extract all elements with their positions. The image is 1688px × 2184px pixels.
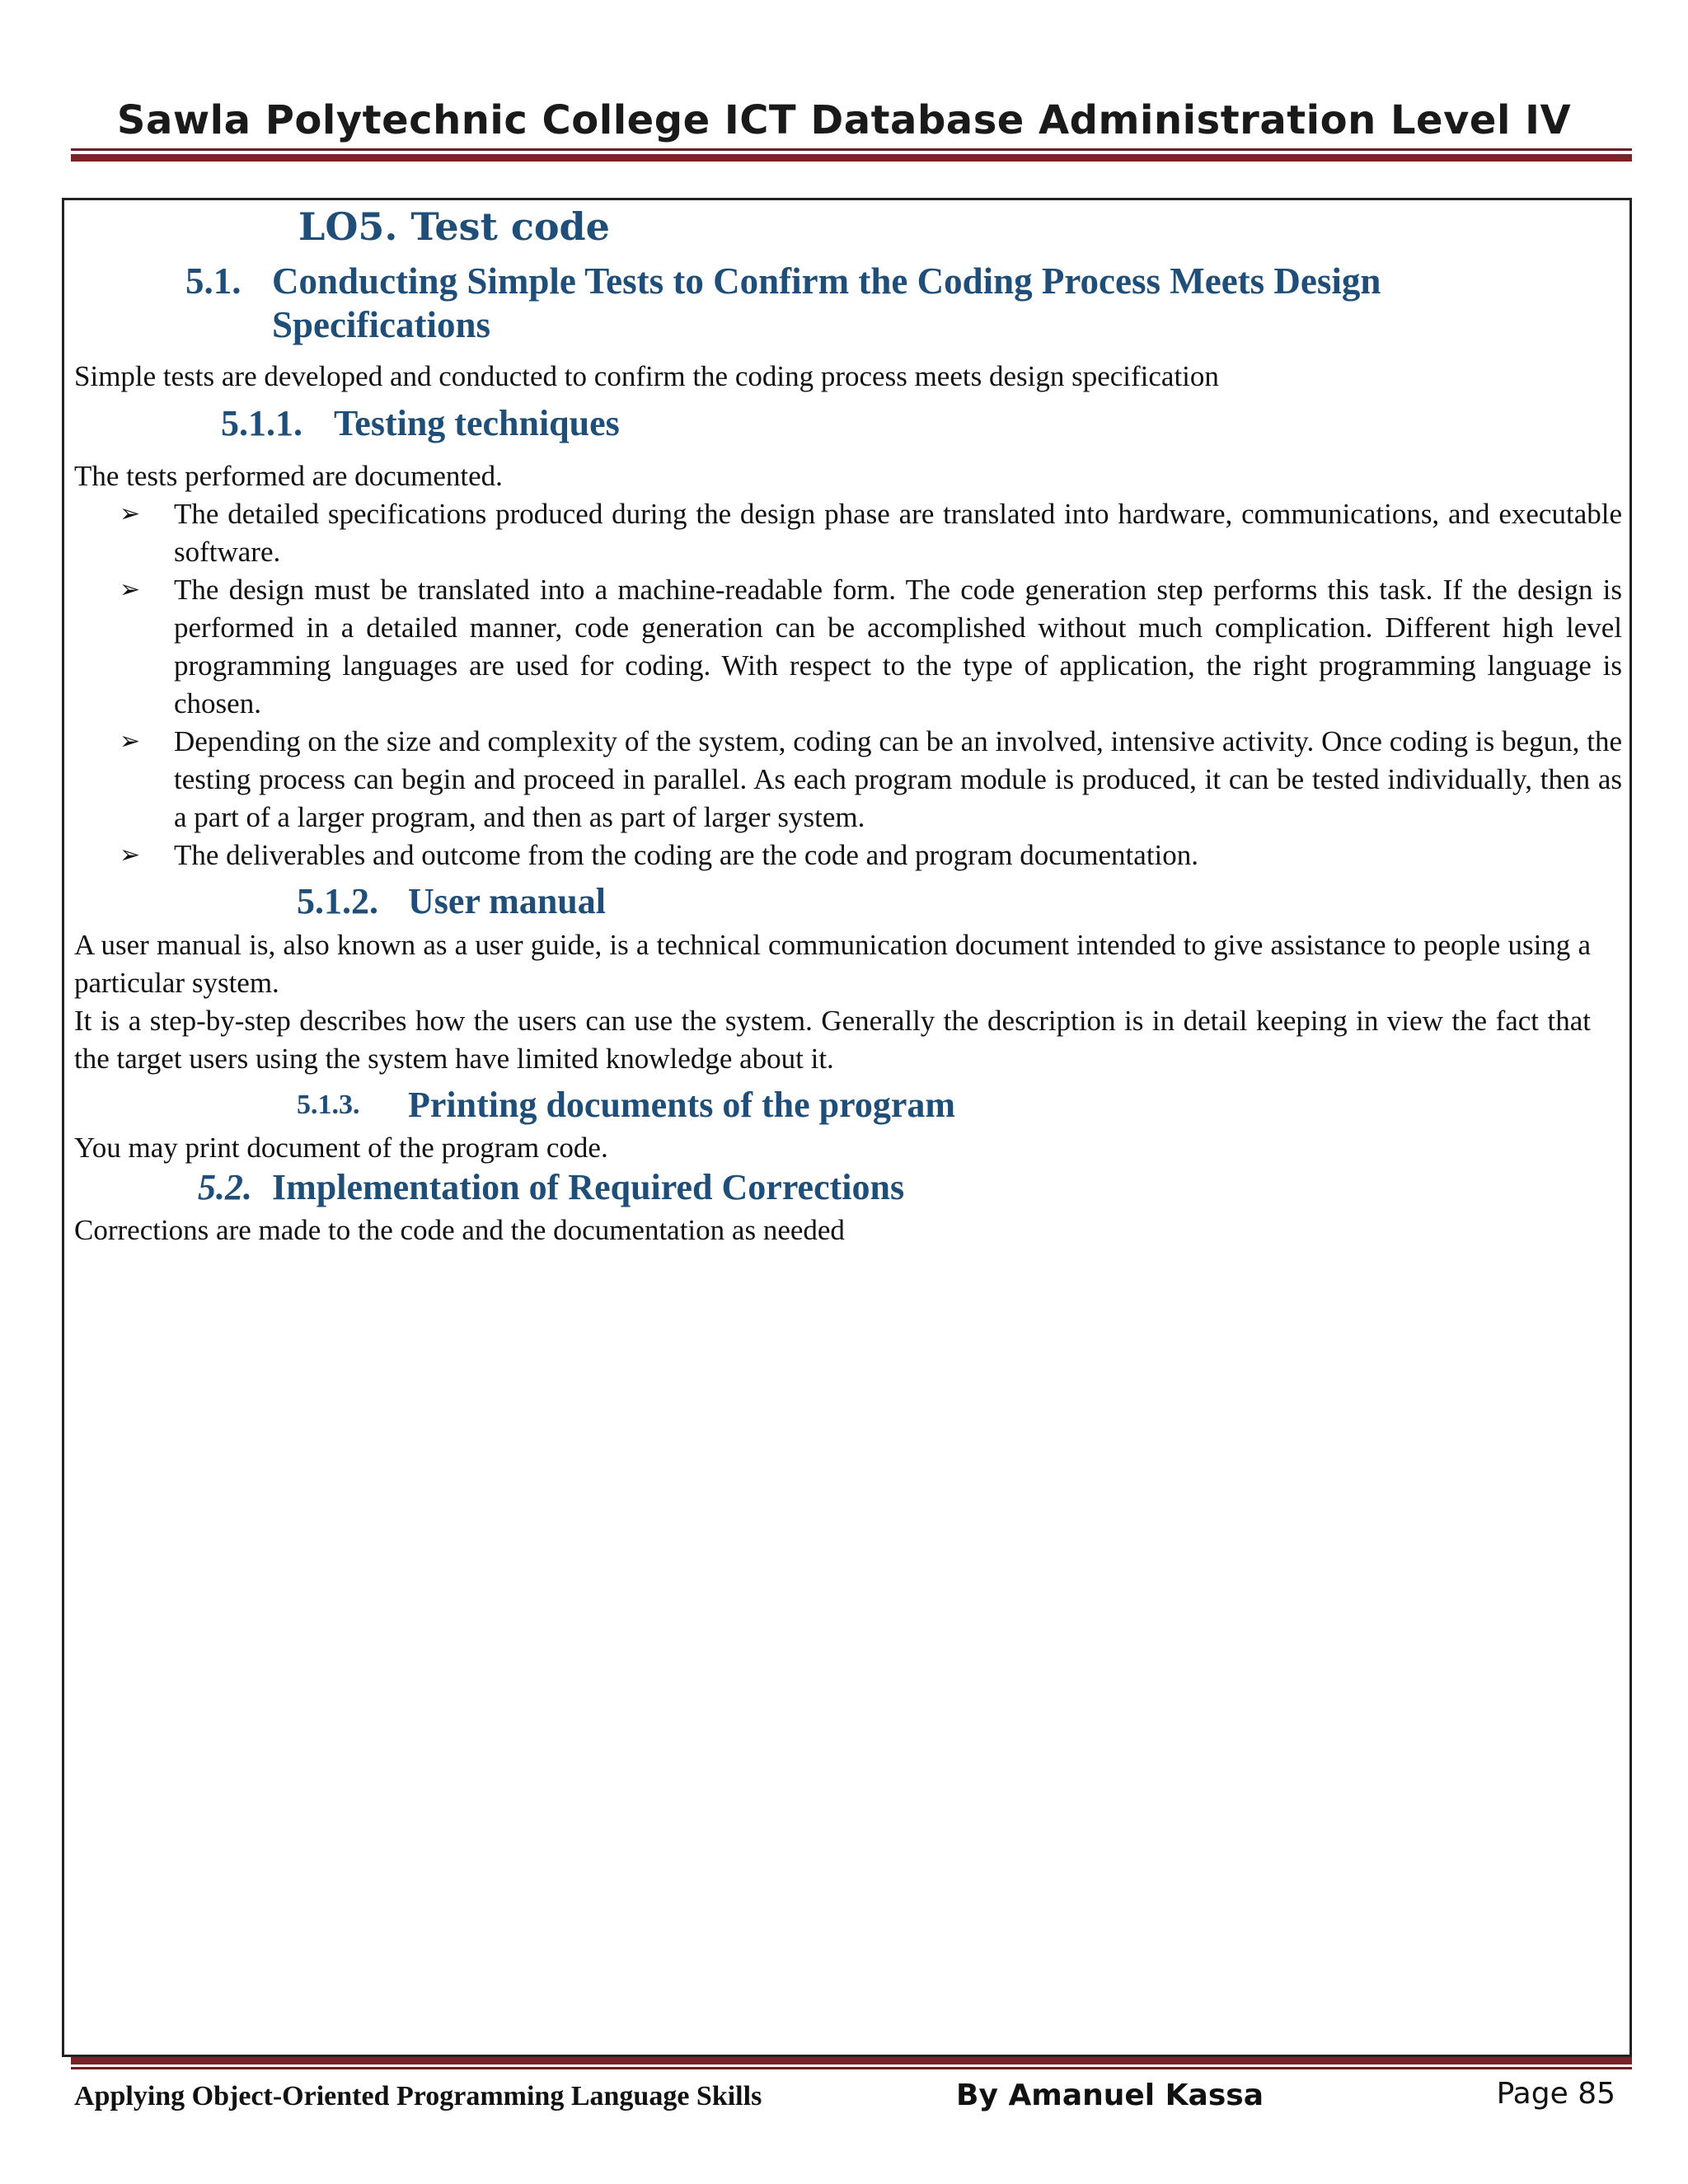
section-5-1-3-para: You may print document of the program code. <box>74 1132 608 1164</box>
section-5-1-title-line2: Specifications <box>272 304 490 345</box>
footer-rule-thick <box>71 2057 1632 2064</box>
bullet-item <box>120 723 1622 837</box>
section-5-2-title: Implementation of Required Corrections <box>272 1167 905 1207</box>
section-5-1-2-para1: A user manual is, also known as a user guide, is a technical communication document intended to give assistance to people using a particular system. <box>74 929 1591 999</box>
section-5-1-1-lead: The tests performed are documented. <box>74 460 503 492</box>
section-5-2-para: Corrections are made to the code and the documentation as needed <box>74 1214 845 1246</box>
footer-rule-thin <box>71 2067 1632 2069</box>
header-rule-thick <box>71 154 1632 162</box>
bullet-text: Depending on the size and complexity of the system, coding can be an involved, intensive activity. Once coding is begun, the testing process can begin and proceed in parallel. As each program module is produced, it can be tested individually, then as a part of a larger program, and then as part of larger system. <box>174 725 1622 833</box>
bullet-text: The detailed specifications produced during the design phase are translated into hardware, communications, and executable software. <box>174 498 1622 568</box>
bullet-item <box>120 571 1622 723</box>
bullet-text: The deliverables and outcome from the coding are the code and program documentation. <box>174 839 1199 871</box>
bullet-item <box>120 837 1622 874</box>
footer-author: By Amanuel Kassa <box>956 2079 1264 2112</box>
section-5-2-number: 5.2. <box>198 1167 252 1207</box>
section-5-1-3-number: 5.1.3. <box>297 1090 360 1120</box>
footer-course-title: Applying Object-Oriented Programming Language Skills <box>74 2081 762 2111</box>
arrow-bullet-icon: ➢ <box>120 499 141 528</box>
footer-page-number: Page 85 <box>1496 2077 1615 2111</box>
bullet-text: The design must be translated into a machine-readable form. The code generation step performs this task. If the design is performed in a detailed manner, code generation can be accomplished without much complication. Different high level programming languages are used for coding. With respect to the type of application, the right programming language is chosen. <box>174 574 1622 719</box>
arrow-bullet-icon: ➢ <box>120 841 141 869</box>
section-5-1-1-number: 5.1.1. <box>221 403 302 443</box>
header-rule-thin <box>71 148 1632 151</box>
arrow-bullet-icon: ➢ <box>120 727 141 756</box>
section-5-1-intro: Simple tests are developed and conducted to confirm the coding process meets design specification <box>74 360 1219 392</box>
section-5-1-2-number: 5.1.2. <box>297 881 378 921</box>
bullet-item <box>120 495 1622 571</box>
section-5-1-3-title: Printing documents of the program <box>408 1085 956 1125</box>
section-5-1-2-para2: It is a step-by-step describes how the users can use the system. Generally the description is in detail keeping in view the fact that the target users using the system have limited knowledge about it. <box>74 1005 1591 1075</box>
section-5-1-1-title: Testing techniques <box>334 403 620 443</box>
page-header-title: Sawla Polytechnic College ICT Database Administration Level IV <box>116 97 1572 143</box>
lo-heading: LO5. Test code <box>298 204 610 249</box>
section-5-1-2-title: User manual <box>408 881 606 921</box>
arrow-bullet-icon: ➢ <box>120 575 141 604</box>
section-5-1-title-line1: Conducting Simple Tests to Confirm the Coding Process Meets Design <box>272 260 1381 302</box>
section-5-1-number: 5.1. <box>185 260 241 302</box>
